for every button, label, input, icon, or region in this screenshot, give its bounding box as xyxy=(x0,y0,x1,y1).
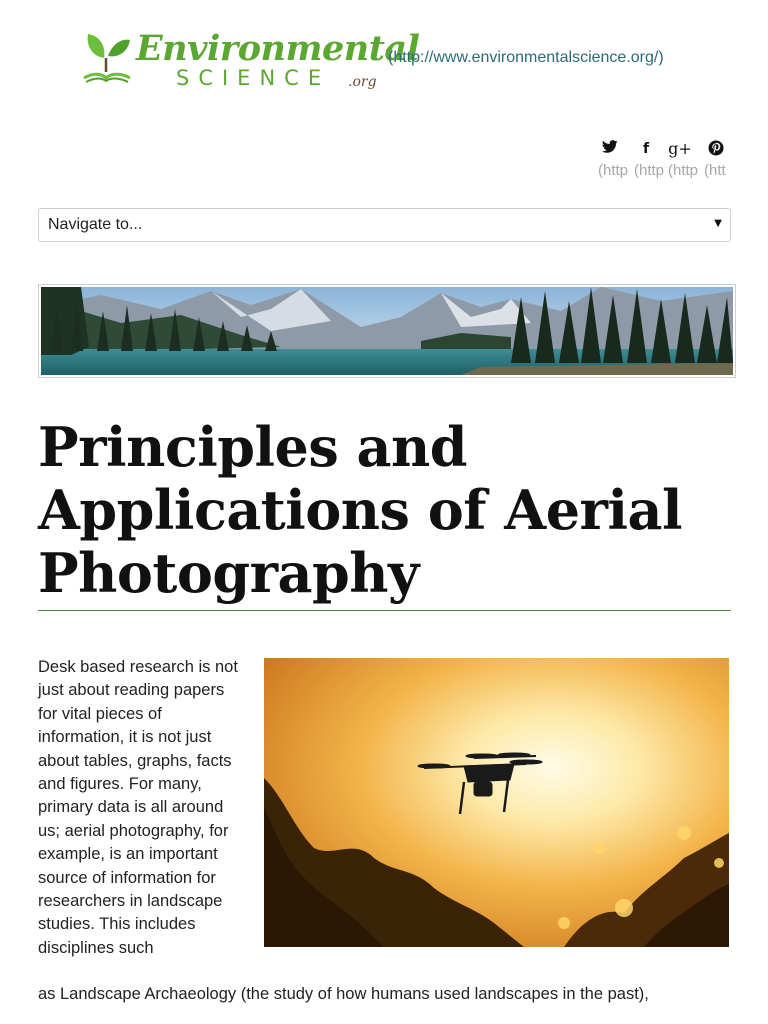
navigate-select-value: Navigate to... xyxy=(48,216,143,233)
pinterest-share-url: (htt xyxy=(704,162,726,179)
google-plus-share-link[interactable] xyxy=(668,140,702,180)
article-paragraph-continued: as Landscape Archaeology (the study of how humans used landscapes in the past), xyxy=(38,985,649,1003)
pinterest-icon xyxy=(704,140,728,158)
navigate-select[interactable] xyxy=(38,208,731,242)
social-share-bar xyxy=(596,140,736,180)
site-logo[interactable] xyxy=(72,26,420,96)
twitter-share-url: (http xyxy=(598,162,629,179)
pinterest-share-link[interactable] xyxy=(704,140,738,180)
logo-subword: SCIENCE xyxy=(176,66,331,90)
google-plus-share-url: (http xyxy=(668,162,699,179)
facebook-icon: f xyxy=(642,141,650,157)
leaf-book-icon xyxy=(82,28,132,84)
page-title: Principles and Applications of Aerial Photography xyxy=(38,415,683,605)
twitter-share-link[interactable] xyxy=(598,140,632,180)
facebook-share-url: (http xyxy=(634,162,665,179)
header-banner-image xyxy=(38,284,736,378)
twitter-icon xyxy=(598,140,622,158)
article-paragraph-intro: Desk based research is not just about reading papers for vital pieces of information, it is not just about tables, graphs, facts and figures. For many, primary data is all around us; aerial photography, for example, is an important source of information for researchers in landscape studies. This includes disciplines such xyxy=(38,658,238,957)
site-url-link[interactable]: (http://www.environmentalscience.org/) xyxy=(388,49,664,66)
drone-sunset-photo xyxy=(264,658,729,947)
drone-image xyxy=(264,658,729,947)
facebook-share-link[interactable] xyxy=(634,140,668,180)
mountain-lake-image xyxy=(41,287,733,375)
google-plus-icon: g+ xyxy=(668,140,692,158)
logo-suffix: .org xyxy=(348,74,377,90)
logo-wordmark: Environmental xyxy=(136,28,420,69)
chevron-down-icon: ▼ xyxy=(714,218,722,229)
title-divider xyxy=(38,610,731,611)
